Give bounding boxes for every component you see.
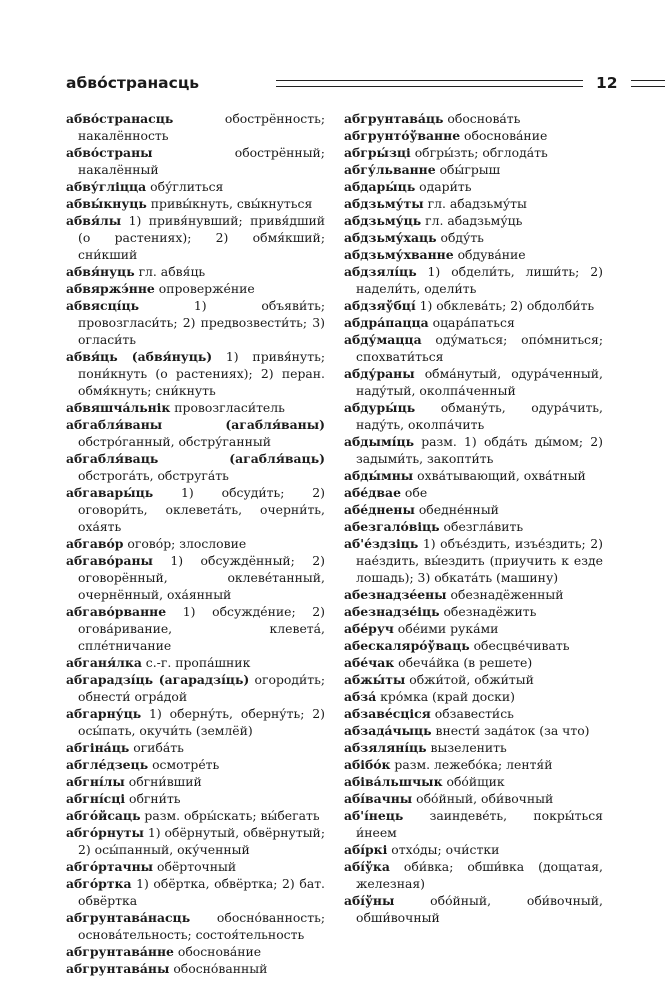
left-column (66, 110, 325, 977)
page-header (66, 72, 618, 96)
entry-headword: абвя́лы (66, 213, 122, 228)
dictionary-entry (66, 943, 325, 960)
entry-definition: обма́нутый, одура́ченный, наду́тый, околпа́ченный (356, 366, 603, 398)
entry-definition: вызеленить (426, 740, 507, 755)
entry-definition: охва́тывающий, охва́тный (413, 468, 586, 483)
entry-headword: абганя́лка (66, 655, 142, 670)
dictionary-entry (66, 790, 325, 807)
entry-definition: обстрога́ть, обструга́ть (78, 468, 229, 483)
entry-headword: абгры́зці (344, 145, 411, 160)
entry-headword: абдзьму́хванне (344, 247, 454, 262)
entry-headword: абгóртачны (66, 859, 154, 874)
dictionary-entry (66, 960, 325, 977)
entry-definition: оцара́паться (428, 315, 515, 330)
dictionary-entry (344, 314, 603, 331)
dictionary-entry (344, 586, 603, 603)
entry-definition: 1) оберну́ть, оберну́ть; 2) осы́пать, окучи́ть (землёй) (78, 706, 325, 738)
dictionary-entry (344, 637, 603, 654)
dictionary-entry (66, 195, 325, 212)
entry-definition: провозгласи́тель (170, 400, 285, 415)
entry-headword: абіва́льшчык (344, 774, 443, 789)
entry-headword: абгабля́ваны (агабля́ваны) (66, 417, 325, 432)
right-column (344, 110, 603, 926)
dictionary-entry (344, 671, 603, 688)
entry-headword: абво́страны (66, 145, 153, 160)
entry-definition: 1) обклева́ть; 2) обдолби́ть (415, 298, 595, 313)
entry-definition: обоснова́ние (460, 128, 548, 143)
entry-definition: обгни́ть (125, 791, 181, 806)
entry-headword: абе́чак (344, 655, 395, 670)
entry-headword: абі́ркі (344, 842, 388, 857)
header-rule (631, 80, 665, 81)
entry-headword: абжы́ты (344, 672, 406, 687)
dictionary-entry (344, 603, 603, 620)
dictionary-entry (344, 620, 603, 637)
page-number: 12 (596, 74, 618, 92)
entry-headword: абдзяўбці́ (344, 298, 416, 313)
entry-headword: абду́раны (344, 366, 415, 381)
dictionary-entry (66, 263, 325, 280)
dictionary-entry (66, 484, 325, 535)
entry-headword: абдуры́ць (344, 400, 416, 415)
entry-definition: обы́грыш (435, 162, 501, 177)
entry-headword: абгарадзі́ць (агарадзі́ць) (66, 672, 250, 687)
dictionary-entry (66, 603, 325, 654)
entry-definition: гл. абвя́ць (134, 264, 206, 279)
dictionary-entry (344, 892, 603, 926)
entry-definition: огиба́ть (129, 740, 184, 755)
entry-headword: абдзьму́ты (344, 196, 424, 211)
entry-headword: абву́гліцца (66, 179, 147, 194)
entry-headword: абглéдзець (66, 757, 149, 772)
entry-headword: абе́днены (344, 502, 415, 517)
entry-headword: абгу́льванне (344, 162, 436, 177)
entry-headword: аб'е́здзіць (344, 536, 419, 551)
entry-headword: абгрунтава́ць (344, 111, 444, 126)
entry-headword: абі́вачны (344, 791, 413, 806)
dictionary-entry (344, 399, 603, 433)
entry-definition: обёрточный (153, 859, 237, 874)
entry-definition: привы́кнуть, свы́кнуться (146, 196, 313, 211)
entry-definition: обосно́ванность; основа́тельность; состоя́тельность (78, 910, 325, 942)
dictionary-entry (344, 229, 603, 246)
entry-definition: 1) привя́нуть; пони́кнуть (о растениях); 2) перан. обмя́кнуть; сни́кнуть (78, 349, 325, 398)
entry-definition: обосно́ванный (169, 961, 268, 976)
entry-headword: абгóртка (66, 876, 132, 891)
entry-headword: абвя́ць (абвя́нуць) (66, 349, 213, 364)
entry-headword: абдзялі́ць (344, 264, 417, 279)
dictionary-entry (66, 178, 325, 195)
entry-definition: обострённость; накалённость (78, 111, 325, 143)
dictionary-entry (66, 858, 325, 875)
entry-definition: 1) обсуди́ть; 2) оговори́ть, оклевета́ть, очерни́ть, оха́ять (78, 485, 325, 534)
entry-headword: абгаво́раны (66, 553, 153, 568)
entry-definition: обгры́зть; обглода́ть (410, 145, 548, 160)
entry-definition: заиндеве́ть, покры́ться и́неем (356, 808, 603, 840)
entry-headword: абды́мны (344, 468, 414, 483)
entry-headword: абгарну́ць (66, 706, 142, 721)
dictionary-entry (66, 773, 325, 790)
entry-definition: обесцве́чивать (469, 638, 570, 653)
entry-headword: абгні́лы (66, 774, 125, 789)
entry-headword: абезнадзе́іць (344, 604, 440, 619)
header-rule (631, 86, 665, 87)
entry-definition: 1) объяви́ть; провозгласи́ть; 2) предвозвести́ть; 3) огласи́ть (78, 298, 325, 347)
entry-definition: 1) объе́здить, изъе́здить; 2) нае́здить, вы́ездить (приучить к езде лошадь); 3) обката́ть (машину) (356, 536, 603, 585)
dictionary-entry (344, 467, 603, 484)
entry-definition: обедне́нный (414, 502, 499, 517)
entry-definition: обе (400, 485, 428, 500)
entry-definition: обду́ть (436, 230, 484, 245)
dictionary-entry (66, 671, 325, 705)
entry-definition: огороди́ть; обнести́ огра́дой (78, 672, 325, 704)
entry-definition: оду́маться; опо́мниться; спохвати́ться (356, 332, 603, 364)
dictionary-entry (66, 552, 325, 603)
entry-definition: обстро́ганный, обстру́ганный (78, 434, 271, 449)
dictionary-entry (344, 535, 603, 586)
dictionary-entry (344, 144, 603, 161)
entry-definition: гл. абадзьму́ты (423, 196, 527, 211)
entry-headword: абвяшча́льнік (66, 400, 171, 415)
dictionary-entry (344, 365, 603, 399)
entry-definition: 1) обёртка, обвёртка; 2) бат. обвёртка (78, 876, 325, 908)
entry-definition: обеча́йка (в решете) (394, 655, 533, 670)
entry-headword: абі́ўны (344, 893, 395, 908)
dictionary-entry (66, 416, 325, 450)
entry-definition: обо́йный, оби́вочный (412, 791, 554, 806)
dictionary-entry (66, 280, 325, 297)
dictionary-entry (66, 399, 325, 416)
dictionary-entry (344, 484, 603, 501)
entry-definition: 1) обдели́ть, лиши́ть; 2) надели́ть, одели́ть (356, 264, 603, 296)
entry-definition: отхо́ды; очи́стки (387, 842, 500, 857)
entry-definition: обоснова́ть (443, 111, 521, 126)
entry-headword: абвясці́ць (66, 298, 140, 313)
dictionary-entry (344, 773, 603, 790)
entry-headword: аб'і́нець (344, 808, 404, 823)
entry-headword: абгаво́р (66, 536, 124, 551)
entry-headword: абдары́ць (344, 179, 416, 194)
entry-definition: оговóр; злословие (123, 536, 247, 551)
dictionary-entry (344, 331, 603, 365)
entry-headword: абза́ (344, 689, 377, 704)
dictionary-entry (344, 654, 603, 671)
entry-definition: обезнадёжить (439, 604, 537, 619)
entry-headword: абгні́сці (66, 791, 126, 806)
dictionary-entry (344, 722, 603, 739)
entry-definition: разм. 1) обда́ть ды́мом; 2) задыми́ть, закопти́ть (356, 434, 603, 466)
entry-headword: абзаве́сціся (344, 706, 431, 721)
entry-definition: с.-г. пропа́шник (141, 655, 251, 670)
dictionary-entry (344, 178, 603, 195)
entry-headword: абгаво́рванне (66, 604, 167, 619)
dictionary-entry (344, 161, 603, 178)
entry-headword: абдымі́ць (344, 434, 415, 449)
dictionary-entry (344, 127, 603, 144)
entry-headword: абе́руч (344, 621, 394, 636)
dictionary-entry (66, 739, 325, 756)
entry-headword: абвя́нуць (66, 264, 135, 279)
dictionary-entry (344, 807, 603, 841)
entry-headword: абгабля́ваць (агабля́ваць) (66, 451, 325, 466)
entry-headword: абгрунтава́ны (66, 961, 170, 976)
entry-headword: абескаляро́ўваць (344, 638, 470, 653)
entry-headword: абі́ўка (344, 859, 390, 874)
dictionary-entry (66, 807, 325, 824)
entry-headword: абду́мацца (344, 332, 422, 347)
entry-definition: разм. обры́скать; вы́бегать (140, 808, 320, 823)
entry-definition: обезнадёженный (446, 587, 564, 602)
entry-headword: абгóйсаць (66, 808, 141, 823)
dictionary-entry (66, 705, 325, 739)
dictionary-entry (66, 144, 325, 178)
entry-definition: обману́ть, одура́чить, наду́ть, околпа́чить (356, 400, 603, 432)
dictionary-entry (66, 824, 325, 858)
entry-definition: обжи́той, обжи́тый (405, 672, 534, 687)
entry-definition: осмотрéть (148, 757, 220, 772)
dictionary-entry (344, 501, 603, 518)
entry-headword: абво́странасць (66, 111, 174, 126)
dictionary-entry (66, 212, 325, 263)
entry-definition: внести́ зада́ток (за что) (431, 723, 590, 738)
entry-definition: обу́глиться (146, 179, 224, 194)
entry-headword: абгавары́ць (66, 485, 154, 500)
entry-definition: обзавести́сь (430, 706, 514, 721)
dictionary-entry (66, 348, 325, 399)
entry-headword: абдзьму́хаць (344, 230, 437, 245)
dictionary-entry (66, 756, 325, 773)
entry-definition: обоснова́ние (173, 944, 262, 959)
entry-definition: одари́ть (415, 179, 472, 194)
entry-definition: кро́мка (край доски) (376, 689, 515, 704)
dictionary-entry (344, 246, 603, 263)
entry-definition: разм. лежебо́ка; лентя́й (390, 757, 553, 772)
dictionary-entry (66, 450, 325, 484)
dictionary-entry (344, 297, 603, 314)
entry-headword: абезгало́віць (344, 519, 440, 534)
entry-headword: абвяржэ́нне (66, 281, 155, 296)
dictionary-entry (344, 739, 603, 756)
entry-definition: опровержéние (154, 281, 255, 296)
entry-headword: абгіна́ць (66, 740, 130, 755)
entry-definition: оби́вка; обши́вка (дощатая, железная) (356, 859, 603, 891)
dictionary-entry (344, 518, 603, 535)
entry-headword: абезнадзе́ены (344, 587, 447, 602)
entry-headword: абзяляні́ць (344, 740, 427, 755)
dictionary-entry (344, 756, 603, 773)
entry-headword: абдра́пацца (344, 315, 429, 330)
entry-headword: абзада́чыць (344, 723, 432, 738)
dictionary-entry (66, 110, 325, 144)
header-rule (276, 86, 583, 87)
dictionary-entry (344, 705, 603, 722)
dictionary-entry (66, 535, 325, 552)
entry-definition: обгни́вший (124, 774, 202, 789)
dictionary-entry (344, 688, 603, 705)
entry-headword: абгрунтава́насць (66, 910, 191, 925)
dictionary-entry (344, 433, 603, 467)
dictionary-entry (66, 297, 325, 348)
dictionary-entry (344, 841, 603, 858)
entry-definition: обо́йный, оби́вочный, обши́вочный (356, 893, 603, 925)
entry-headword: абгрунто́ўванне (344, 128, 461, 143)
dictionary-entry (344, 858, 603, 892)
dictionary-entry (344, 110, 603, 127)
entry-definition: обе́ими рука́ми (393, 621, 499, 636)
entry-definition: гл. абадзьму́ць (421, 213, 523, 228)
entry-headword: абгрунтава́нне (66, 944, 174, 959)
entry-headword: абе́двае (344, 485, 401, 500)
entry-headword: абгóрнуты (66, 825, 144, 840)
dictionary-entry (344, 263, 603, 297)
entry-definition: 1) привя́нувший; привя́дший (о растениях); 2) обмя́кший; сни́кший (78, 213, 325, 262)
dictionary-entry (344, 195, 603, 212)
entry-definition: 1) обёрнутый, обвёрнутый; 2) осы́панный, оку́ченный (78, 825, 325, 857)
entry-definition: 1) обсуждённый; 2) оговорённый, оклеве́танный, очернённый, оха́янный (78, 553, 325, 602)
dictionary-entry (66, 875, 325, 909)
entry-definition: обдува́ние (453, 247, 526, 262)
dictionary-entry (344, 212, 603, 229)
dictionary-entry (344, 790, 603, 807)
entry-headword: абдзьму́ць (344, 213, 422, 228)
entry-definition: 1) обсуждéние; 2) огова́ривание, клевета́, сплéтничание (78, 604, 325, 653)
entry-headword: абвы́кнуць (66, 196, 147, 211)
running-headword: абво́странасць (66, 74, 200, 92)
dictionary-entry (66, 909, 325, 943)
entry-definition: обезгла́вить (439, 519, 524, 534)
entry-headword: абібо́к (344, 757, 391, 772)
dictionary-entry (66, 654, 325, 671)
header-rule (276, 80, 583, 81)
entry-definition: обострённый; накалённый (78, 145, 325, 177)
entry-definition: обо́йщик (442, 774, 505, 789)
